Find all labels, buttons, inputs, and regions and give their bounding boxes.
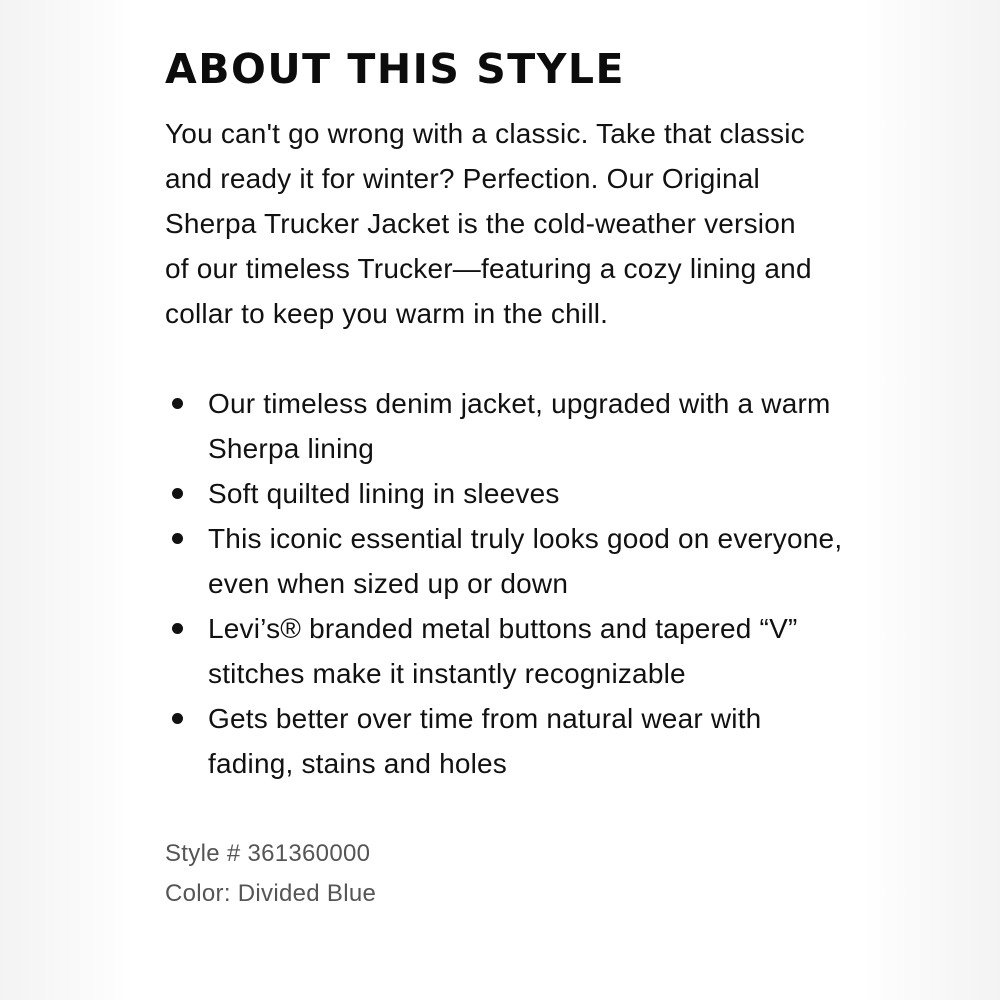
feature-list-item: [165, 516, 848, 606]
feature-text: Our timeless denim jacket, upgraded with a warm Sherpa lining: [208, 388, 831, 464]
feature-text: Levi’s® branded metal buttons and tapered “V” stitches make it instantly recognizable: [208, 613, 798, 689]
feature-text: Soft quilted lining in sleeves: [208, 478, 560, 509]
bullet-dot-icon: [172, 713, 183, 724]
feature-list-item: [165, 471, 848, 516]
bullet-dot-icon: [172, 623, 183, 634]
bullet-dot-icon: [172, 398, 183, 409]
feature-list-item: [165, 381, 848, 471]
product-meta: [165, 834, 855, 914]
style-description: You can't go wrong with a classic. Take that classic and ready it for winter? Perfection. Our Original Sherpa Trucker Jacket is the cold-weather version of our timeless Trucker—featuring a cozy lining and collar to keep you warm in the chill.: [165, 118, 812, 329]
section-heading: ABOUT THIS STYLE: [165, 45, 626, 93]
bullet-dot-icon: [172, 533, 183, 544]
about-this-style-section: [165, 44, 855, 914]
feature-text: This iconic essential truly looks good on everyone, even when sized up or down: [208, 523, 843, 599]
style-number: Style # 361360000: [165, 840, 371, 867]
bullet-dot-icon: [172, 488, 183, 499]
color-name: Color: Divided Blue: [165, 880, 377, 907]
feature-list-item: [165, 696, 848, 786]
feature-list: [165, 381, 855, 786]
feature-text: Gets better over time from natural wear with fading, stains and holes: [208, 703, 762, 779]
feature-list-item: [165, 606, 848, 696]
